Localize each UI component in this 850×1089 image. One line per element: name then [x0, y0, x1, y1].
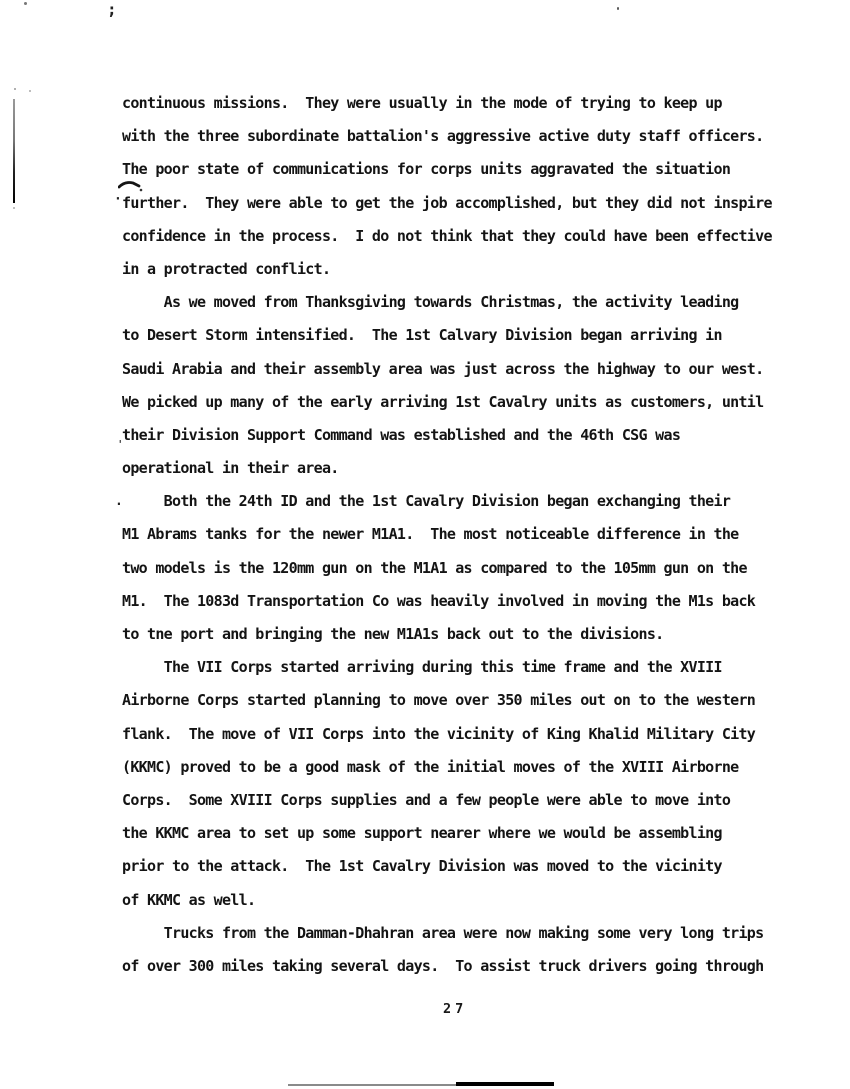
text-line: the KKMC area to set up some support nearer where we would be assembling	[122, 824, 722, 843]
text-line: Both the 24th ID and the 1st Cavalry Division began exchanging their	[122, 492, 731, 511]
text-line: Airborne Corps started planning to move over 350 miles out on to the western	[122, 691, 756, 710]
text-line: The poor state of communications for corps units aggravated the situation	[122, 160, 731, 179]
text-line: Corps. Some XVIII Corps supplies and a few people were able to move into	[122, 790, 731, 809]
text-line: Trucks from the Damman-Dhahran area were now making some very long trips	[122, 923, 764, 942]
text-line: flank. The move of VII Corps into the vicinity of King Khalid Military City	[122, 724, 756, 743]
text-line: of over 300 miles taking several days. To assist truck drivers going through	[122, 956, 764, 975]
margin-dot-mark: ·	[114, 192, 122, 207]
text-line: M1 Abrams tanks for the newer M1A1. The most noticeable difference in the	[122, 525, 739, 544]
text-line: M1. The 1083d Transportation Co was heavily involved in moving the M1s back	[122, 591, 756, 610]
text-line: (KKMC) proved to be a good mask of the initial moves of the XVIII Airborne	[122, 757, 739, 776]
text-line: We picked up many of the early arriving 1st Cavalry units as customers, until	[122, 392, 764, 411]
scan-speck	[29, 90, 31, 92]
text-line: two models is the 120mm gun on the M1A1 as compared to the 105mm gun on the	[122, 558, 747, 577]
margin-semicolon-mark: ;	[107, 0, 117, 19]
text-line: in a protracted conflict.	[122, 259, 331, 278]
margin-dot-mark: .	[115, 494, 123, 509]
text-line: prior to the attack. The 1st Cavalry Division was moved to the vicinity	[122, 857, 722, 876]
scan-speck	[617, 7, 619, 10]
text-line: their Division Support Command was established and the 46th CSG was	[122, 425, 681, 444]
scan-speck	[24, 2, 27, 5]
bottom-rule-gray-segment	[288, 1084, 458, 1086]
margin-vertical-line-artifact	[13, 99, 15, 203]
text-line: Saudi Arabia and their assembly area was just across the highway to our west.	[122, 359, 764, 378]
text-line: to tne port and bringing the new M1A1s back out to the divisions.	[122, 625, 664, 643]
scan-speck	[14, 88, 16, 90]
text-line: to Desert Storm intensified. The 1st Calvary Division began arriving in	[122, 326, 722, 345]
text-line: of KKMC as well.	[122, 890, 256, 909]
scan-speck	[13, 207, 15, 209]
text-line: continuous missions. They were usually in the mode of trying to keep up	[122, 94, 722, 112]
text-line: further. They were able to get the job accomplished, but they did not inspire	[122, 193, 772, 212]
margin-tick-mark: '	[117, 438, 124, 451]
text-line: confidence in the process. I do not think that they could have been effective	[122, 226, 772, 245]
bottom-rule-black-segment	[456, 1082, 554, 1086]
text-line: operational in their area.	[122, 459, 339, 478]
text-body	[122, 87, 812, 983]
page-number: 27	[443, 1001, 468, 1017]
text-line: with the three subordinate battalion's aggressive active duty staff officers.	[122, 127, 764, 146]
text-line: As we moved from Thanksgiving towards Christmas, the activity leading	[122, 293, 739, 312]
text-line: The VII Corps started arriving during this time frame and the XVIII	[122, 658, 722, 677]
